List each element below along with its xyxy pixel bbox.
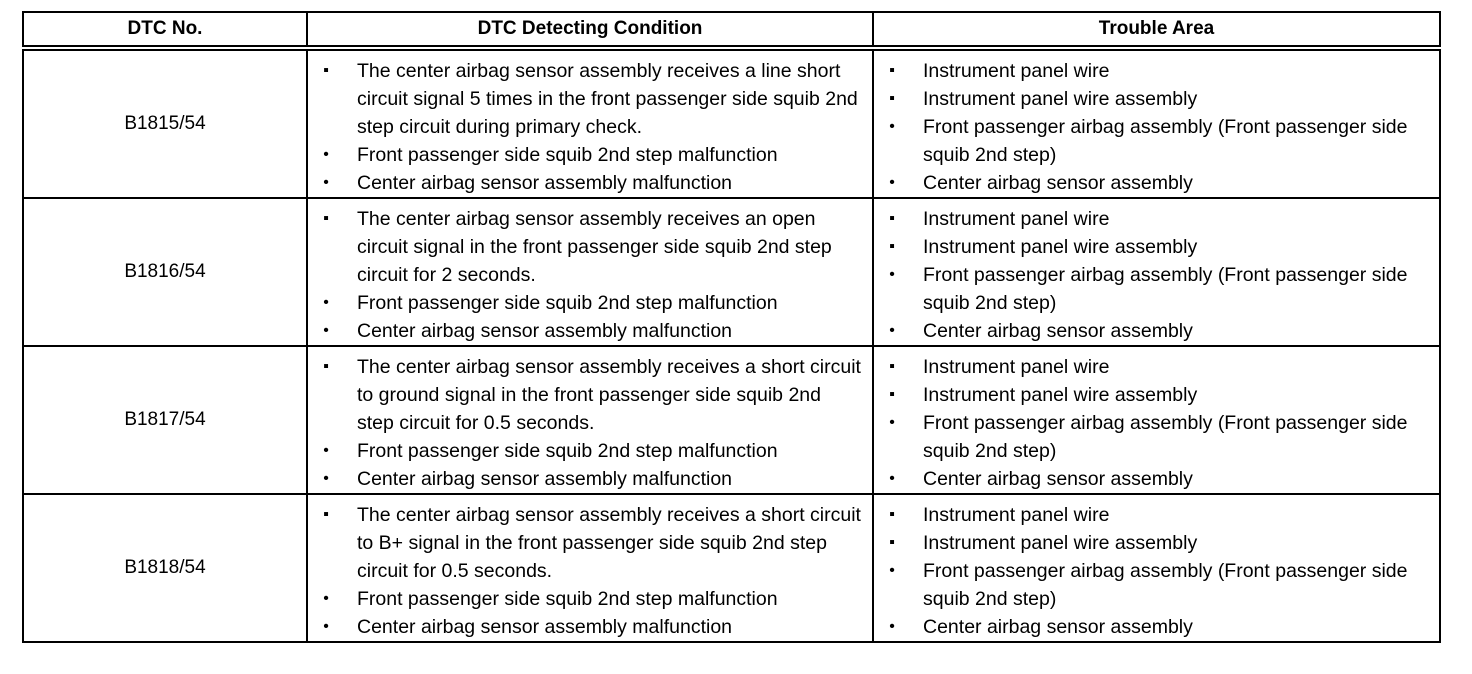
trouble-area-item-text: Front passenger airbag assembly (Front passenger side squib 2nd step) [923, 116, 1408, 166]
detecting-condition-cell-list [308, 199, 872, 345]
bullet-icon: • [889, 266, 895, 283]
trouble-area-cell [873, 198, 1440, 346]
trouble-area-cell [873, 494, 1440, 642]
condition-item-text: The center airbag sensor assembly receives a short circuit to ground signal in the front passenger side squib 2nd step circuit for 0.5 seconds. [357, 356, 861, 434]
trouble-area-cell [873, 48, 1440, 198]
table-row [23, 198, 1440, 346]
trouble-area-cell-list [874, 347, 1439, 493]
trouble-area-cell [873, 346, 1440, 494]
condition-item [308, 613, 872, 641]
table-row [23, 494, 1440, 642]
trouble-area-item [874, 57, 1439, 85]
trouble-area-item [874, 205, 1439, 233]
table-row [23, 48, 1440, 198]
bullet-icon: ▪ [889, 506, 895, 523]
condition-item [308, 465, 872, 493]
bullet-icon: • [889, 562, 895, 579]
trouble-area-item [874, 261, 1439, 317]
dtc-code: B1816/54 [23, 198, 307, 346]
trouble-area-item-text: Instrument panel wire assembly [923, 384, 1198, 406]
condition-item [308, 205, 872, 289]
bullet-icon: ▪ [889, 238, 895, 255]
bullet-icon: ▪ [323, 210, 329, 227]
trouble-area-item-text: Instrument panel wire [923, 356, 1110, 378]
trouble-area-item [874, 381, 1439, 409]
trouble-area-item-text: Front passenger airbag assembly (Front passenger side squib 2nd step) [923, 264, 1408, 314]
condition-item-text: The center airbag sensor assembly receives a line short circuit signal 5 times in the front passenger side squib 2nd step circuit during primary check. [357, 60, 858, 138]
condition-item-text: Front passenger side squib 2nd step malfunction [357, 440, 778, 462]
trouble-area-item-text: Center airbag sensor assembly [923, 172, 1193, 194]
bullet-icon: ▪ [323, 506, 329, 523]
condition-item-text: Center airbag sensor assembly malfunction [357, 616, 733, 638]
condition-item [308, 289, 872, 317]
trouble-area-item [874, 557, 1439, 613]
bullet-icon: • [323, 618, 329, 635]
bullet-icon: • [889, 414, 895, 431]
trouble-area-item-text: Center airbag sensor assembly [923, 320, 1193, 342]
bullet-icon: • [323, 442, 329, 459]
bullet-icon: • [323, 294, 329, 311]
dtc-code: B1815/54 [23, 48, 307, 198]
trouble-area-cell-list [874, 199, 1439, 345]
detecting-condition-cell-list [308, 495, 872, 641]
trouble-area-item [874, 85, 1439, 113]
bullet-icon: • [889, 322, 895, 339]
detecting-condition-cell [307, 494, 873, 642]
bullet-icon: • [889, 118, 895, 135]
header-dtc-no: DTC No. [23, 12, 307, 48]
trouble-area-item-text: Instrument panel wire [923, 208, 1110, 230]
condition-item-text: Front passenger side squib 2nd step malfunction [357, 292, 778, 314]
condition-item-text: Front passenger side squib 2nd step malfunction [357, 588, 778, 610]
trouble-area-item [874, 613, 1439, 641]
condition-item-text: Center airbag sensor assembly malfunction [357, 172, 733, 194]
trouble-area-item-text: Instrument panel wire assembly [923, 532, 1198, 554]
condition-item [308, 317, 872, 345]
bullet-icon: • [323, 322, 329, 339]
trouble-area-cell-list [874, 51, 1439, 197]
trouble-area-item [874, 317, 1439, 345]
condition-item [308, 585, 872, 613]
condition-item [308, 353, 872, 437]
trouble-area-item-text: Center airbag sensor assembly [923, 616, 1193, 638]
dtc-code: B1818/54 [23, 494, 307, 642]
condition-item [308, 169, 872, 197]
bullet-icon: ▪ [889, 62, 895, 79]
trouble-area-item-text: Front passenger airbag assembly (Front passenger side squib 2nd step) [923, 412, 1408, 462]
condition-item [308, 437, 872, 465]
trouble-area-item [874, 501, 1439, 529]
trouble-area-cell-list [874, 495, 1439, 641]
header-detecting-condition: DTC Detecting Condition [307, 12, 873, 48]
detecting-condition-cell [307, 48, 873, 198]
dtc-table [22, 11, 1441, 643]
trouble-area-item-text: Instrument panel wire assembly [923, 236, 1198, 258]
trouble-area-item [874, 353, 1439, 381]
condition-item-text: Center airbag sensor assembly malfunction [357, 468, 733, 490]
bullet-icon: ▪ [889, 90, 895, 107]
trouble-area-item [874, 465, 1439, 493]
detecting-condition-cell-list [308, 347, 872, 493]
bullet-icon: • [323, 146, 329, 163]
condition-item [308, 501, 872, 585]
bullet-icon: • [323, 590, 329, 607]
bullet-icon: ▪ [323, 358, 329, 375]
trouble-area-item [874, 233, 1439, 261]
trouble-area-item [874, 113, 1439, 169]
bullet-icon: ▪ [889, 534, 895, 551]
bullet-icon: ▪ [889, 358, 895, 375]
bullet-icon: • [323, 470, 329, 487]
bullet-icon: • [889, 618, 895, 635]
bullet-icon: ▪ [323, 62, 329, 79]
condition-item-text: The center airbag sensor assembly receives an open circuit signal in the front passenger side squib 2nd step circuit for 2 seconds. [357, 208, 832, 286]
bullet-icon: • [889, 174, 895, 191]
condition-item-text: The center airbag sensor assembly receives a short circuit to B+ signal in the front passenger side squib 2nd step circuit for 0.5 seconds. [357, 504, 861, 582]
condition-item-text: Front passenger side squib 2nd step malfunction [357, 144, 778, 166]
condition-item [308, 57, 872, 141]
dtc-code: B1817/54 [23, 346, 307, 494]
bullet-icon: • [323, 174, 329, 191]
trouble-area-item-text: Instrument panel wire [923, 504, 1110, 526]
trouble-area-item [874, 529, 1439, 557]
header-row [23, 12, 1440, 48]
trouble-area-item [874, 169, 1439, 197]
detecting-condition-cell [307, 346, 873, 494]
condition-item-text: Center airbag sensor assembly malfunction [357, 320, 733, 342]
table-row [23, 346, 1440, 494]
header-trouble-area: Trouble Area [873, 12, 1440, 48]
trouble-area-item-text: Center airbag sensor assembly [923, 468, 1193, 490]
bullet-icon: ▪ [889, 386, 895, 403]
trouble-area-item [874, 409, 1439, 465]
condition-item [308, 141, 872, 169]
detecting-condition-cell-list [308, 51, 872, 197]
trouble-area-item-text: Front passenger airbag assembly (Front passenger side squib 2nd step) [923, 560, 1408, 610]
detecting-condition-cell [307, 198, 873, 346]
bullet-icon: • [889, 470, 895, 487]
bullet-icon: ▪ [889, 210, 895, 227]
trouble-area-item-text: Instrument panel wire assembly [923, 88, 1198, 110]
trouble-area-item-text: Instrument panel wire [923, 60, 1110, 82]
